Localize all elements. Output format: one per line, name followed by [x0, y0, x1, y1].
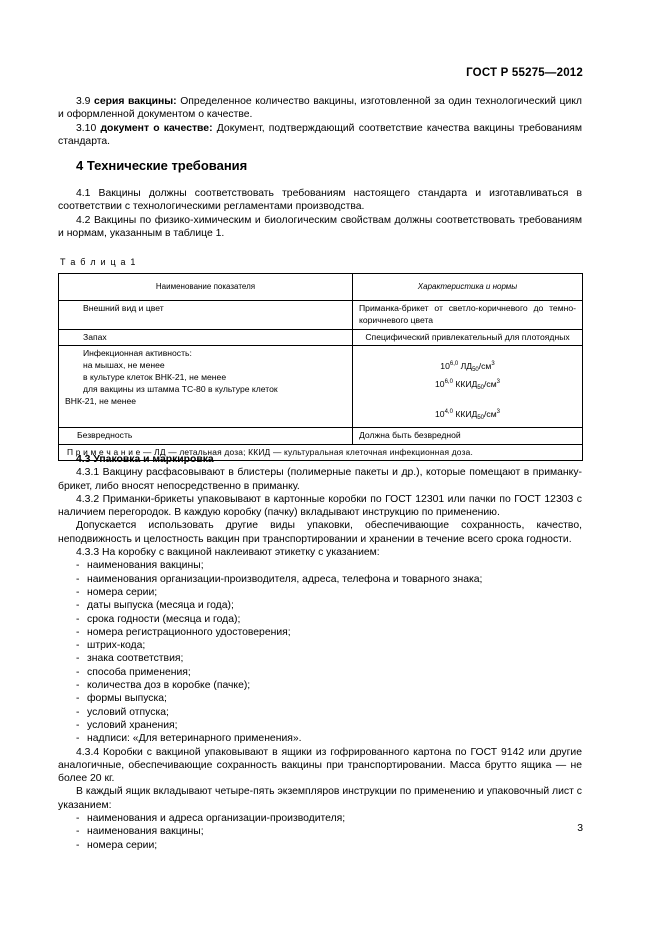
header-cell: Наименование показателя	[59, 274, 353, 301]
table-cell: Внешний вид и цвет	[59, 301, 353, 330]
paragraph-4-3-5: В каждый ящик вкладывают четыре-пять экземпляров инструкции по применению и упаковочный лист с указанием:	[58, 786, 582, 811]
list-item: - условий хранения;	[58, 719, 582, 732]
table-caption: Т а б л и ц а 1	[60, 257, 137, 267]
section-title: 4 Технические требования	[76, 158, 248, 173]
list-item: - надписи: «Для ветеринарного применения».	[58, 732, 582, 745]
table-note: П р и м е ч а н и е — ЛД — летальная доза; ККИД — культуральная клеточная инфекционная доза.	[59, 444, 583, 461]
table-row	[59, 301, 583, 330]
label-contents-list	[58, 559, 582, 745]
cell-line: ВНК-21, не менее	[65, 395, 137, 406]
cell-line: Инфекционная активность:	[83, 348, 192, 359]
list-item: - наименования вакцины;	[58, 559, 582, 572]
definition-3-10	[58, 122, 582, 149]
definitions	[58, 95, 582, 148]
section4-paragraphs	[58, 187, 582, 240]
cell-line: на мышах, не менее	[83, 360, 165, 371]
paragraph-4-3-2b: Допускается использовать другие виды упаковки, обеспечивающие сохранность, качество, неподвижность и целостность вакцин при транспортировании и хранении в течение всего срока годности.	[58, 520, 582, 545]
paragraph-4-3-1: 4.3.1 Вакцину расфасовывают в блистеры (полимерные пакеты и др.), которые помещают в приманку-брикет, либо вносят непосредственно в приманку.	[58, 467, 582, 492]
list-item: - условий отпуска;	[58, 706, 582, 719]
list-item: - количества доз в коробке (пачке);	[58, 679, 582, 692]
activity-norm: 10$^{6,0}$ $ЛД_{50}/см^3$	[440, 361, 495, 374]
list-item: - способа применения;	[58, 666, 582, 679]
list-item: - срока годности (месяца и года);	[58, 613, 582, 626]
activity-norm: 10$^{4,0}$ $ККИД_{50}/см^3$	[435, 408, 500, 421]
subsection-title: 4.3 Упаковка и маркировка	[76, 454, 214, 465]
section-4-3	[58, 453, 582, 852]
paragraph-4-3-4: 4.3.4 Коробки с вакциной упаковывают в ящики из гофрированного картона по ГОСТ 9142 или другие аналогичные, обеспечивающие сохранность вакцины при транспортировании. Масса брутто ящика — не более 20 кг.	[58, 746, 582, 785]
list-item: - номера серии;	[58, 586, 582, 599]
paragraph-4-1: 4.1 Вакцины должны соответствовать требованиям настоящего стандарта и изготавливаться в соответствии с технологическими регламентами производства.	[58, 188, 582, 213]
list-item: - наименования вакцины;	[58, 825, 582, 838]
requirements-table	[58, 273, 583, 461]
list-item: - наименования и адреса организации-производителя;	[58, 812, 582, 825]
list-item: - знака соответствия;	[58, 652, 582, 665]
list-item: - номера регистрационного удостоверения;	[58, 626, 582, 639]
def-term: серия вакцины:	[94, 96, 177, 107]
def-number: 3.9	[76, 96, 91, 107]
packing-list	[58, 812, 582, 852]
def-number: 3.10	[76, 122, 97, 134]
cell-line: в культуре клеток ВНК-21, не менее	[83, 371, 227, 382]
table-cell: Безвредность	[59, 427, 353, 444]
table-cell	[59, 346, 353, 427]
table-row	[59, 329, 583, 346]
paragraph-4-3-2: 4.3.2 Приманки-брикеты упаковывают в картонные коробки по ГОСТ 12301 или пачки по ГОСТ 12303 с наличием перегородок. В каждую коробку (пачку) вкладывают инструкцию по применению.	[58, 493, 582, 519]
page-number: 3	[577, 823, 583, 834]
table-cell: Специфический привлекательный для плотоядных	[353, 329, 583, 346]
definition-3-9	[58, 95, 582, 122]
activity-norm: 10$^{6,0}$ $ККИД_{50}/см^3$	[435, 379, 500, 392]
table-cell: Должна быть безвредной	[353, 427, 583, 444]
table-cell: Приманка-брикет от светло-коричневого до темно-коричневого цвета	[353, 301, 583, 330]
table-header-row	[59, 274, 583, 301]
paragraph-4-3-3: 4.3.3 На коробку с вакциной наклеивают этикетку с указанием:	[76, 547, 380, 559]
list-item: - наименования организации-производителя, адреса, телефона и товарного знака;	[58, 573, 582, 586]
list-item: - формы выпуска;	[58, 692, 582, 705]
table-cell	[353, 346, 583, 427]
def-text: Определенное количество вакцины, изготовленной за один технологический цикл и оформленной документом о качестве.	[58, 96, 582, 121]
def-term: документ о качестве:	[100, 122, 213, 134]
list-item: - номера серии;	[58, 839, 582, 852]
list-item: - даты выпуска (месяца и года);	[58, 599, 582, 612]
cell-line: для вакцины из штамма ТС-80 в культуре клеток	[83, 383, 278, 394]
list-item: - штрих-кода;	[58, 639, 582, 652]
header-cell: Характеристика и нормы	[353, 274, 583, 301]
table-row	[59, 346, 583, 427]
paragraph-4-2: 4.2 Вакцины по физико-химическим и биологическим свойствам должны соответствовать требованиям и нормам, указанным в таблице 1.	[58, 214, 582, 239]
table-row	[59, 427, 583, 444]
table-cell: Запах	[59, 329, 353, 346]
def-text: Документ, подтверждающий соответствие качества вакцины требованиям стандарта.	[58, 122, 582, 147]
standard-code: ГОСТ Р 55275—2012	[466, 67, 583, 79]
